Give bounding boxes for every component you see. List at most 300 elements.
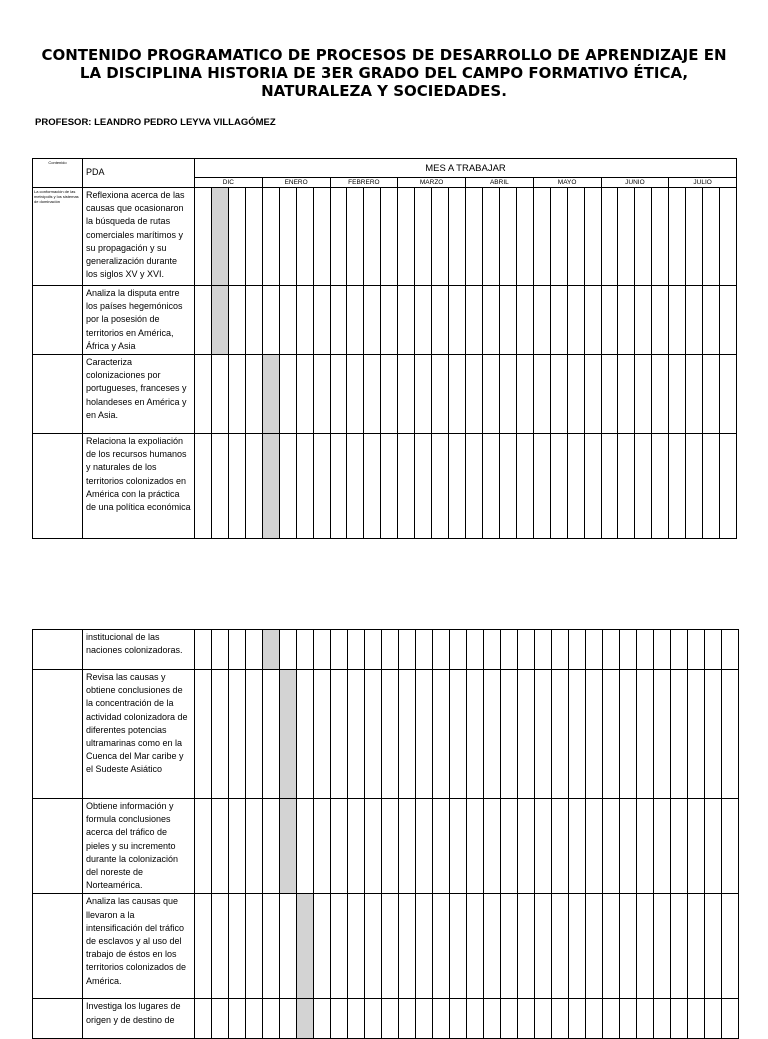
schedule-table-page-2 <box>32 629 739 1039</box>
week-cell <box>330 286 347 355</box>
week-cell <box>720 355 737 434</box>
week-cell <box>518 670 535 799</box>
week-cell <box>297 799 314 894</box>
week-cell <box>195 188 212 286</box>
week-cell <box>720 188 737 286</box>
week-cell <box>195 894 212 999</box>
week-cell <box>720 286 737 355</box>
contenido-cell <box>33 286 83 355</box>
week-cell <box>330 355 347 434</box>
week-cell <box>449 286 466 355</box>
week-cell <box>212 799 229 894</box>
week-cell <box>297 630 314 670</box>
week-cell <box>637 999 654 1039</box>
week-cell <box>195 434 212 539</box>
week-cell <box>533 286 550 355</box>
week-cell <box>635 188 652 286</box>
week-cell <box>450 894 467 999</box>
week-cell <box>603 894 620 999</box>
week-cell <box>567 434 584 539</box>
week-cell <box>688 799 705 894</box>
week-cell <box>688 670 705 799</box>
week-cell <box>499 188 516 286</box>
scheduled-week-cell <box>263 630 280 670</box>
week-cell <box>433 799 450 894</box>
week-cell <box>195 799 212 894</box>
week-cell <box>246 799 263 894</box>
week-cell <box>552 799 569 894</box>
month-header: FEBRERO <box>330 178 398 188</box>
month-header: ABRIL <box>466 178 534 188</box>
week-cell <box>297 670 314 799</box>
week-cell <box>195 670 212 799</box>
month-header: JUNIO <box>601 178 669 188</box>
week-cell <box>550 188 567 286</box>
week-cell <box>652 188 669 286</box>
week-cell <box>313 355 330 434</box>
week-cell <box>228 188 245 286</box>
week-cell <box>195 999 212 1039</box>
week-cell <box>211 355 228 434</box>
month-header: ENERO <box>262 178 330 188</box>
week-cell <box>246 670 263 799</box>
header-contenido: Contenido <box>33 159 83 188</box>
week-cell <box>499 355 516 434</box>
week-cell <box>432 188 449 286</box>
week-cell <box>501 630 518 670</box>
week-cell <box>637 630 654 670</box>
week-cell <box>382 630 399 670</box>
week-cell <box>279 434 296 539</box>
header-mes-a-trabajar: MES A TRABAJAR <box>195 159 737 178</box>
week-cell <box>705 999 722 1039</box>
week-cell <box>637 799 654 894</box>
week-cell <box>567 286 584 355</box>
week-cell <box>331 799 348 894</box>
month-header: JULIO <box>669 178 737 188</box>
week-cell <box>635 434 652 539</box>
scheduled-week-cell <box>211 188 228 286</box>
week-cell <box>212 894 229 999</box>
week-cell <box>331 670 348 799</box>
week-cell <box>501 670 518 799</box>
week-cell <box>703 286 720 355</box>
week-cell <box>550 355 567 434</box>
week-cell <box>518 799 535 894</box>
week-cell <box>535 670 552 799</box>
week-cell <box>416 670 433 799</box>
week-cell <box>518 894 535 999</box>
document-title: CONTENIDO PROGRAMATICO DE PROCESOS DE DESARROLLO DE APRENDIZAJE EN LA DISCIPLINA HISTORIA DE 3ER GRADO DEL CAMPO FORMATIVO ÉTICA, NATURALEZA Y SOCIEDADES. <box>41 46 727 100</box>
pda-row <box>33 799 739 894</box>
week-cell <box>671 799 688 894</box>
pda-cell: Reflexiona acerca de las causas que ocasionaron la búsqueda de rutas comerciales marítimos y su propagación y su generalización durante los siglos XV y XVI. <box>83 188 195 286</box>
week-cell <box>296 188 313 286</box>
week-cell <box>654 670 671 799</box>
week-cell <box>584 188 601 286</box>
week-cell <box>584 355 601 434</box>
week-cell <box>484 630 501 670</box>
week-cell <box>601 434 618 539</box>
week-cell <box>567 355 584 434</box>
week-cell <box>552 670 569 799</box>
week-cell <box>603 799 620 894</box>
week-cell <box>296 434 313 539</box>
header-pda: PDA <box>83 159 195 188</box>
week-cell <box>348 999 365 1039</box>
pda-row <box>33 434 737 539</box>
week-cell <box>229 799 246 894</box>
week-cell <box>516 286 533 355</box>
week-cell <box>399 999 416 1039</box>
week-cell <box>382 894 399 999</box>
week-cell <box>586 894 603 999</box>
week-cell <box>586 630 603 670</box>
contenido-cell <box>33 355 83 434</box>
week-cell <box>618 434 635 539</box>
week-cell <box>669 434 686 539</box>
week-cell <box>466 286 483 355</box>
pda-cell: institucional de las naciones colonizadoras. <box>83 630 195 670</box>
week-cell <box>484 799 501 894</box>
week-cell <box>229 670 246 799</box>
week-cell <box>722 799 739 894</box>
week-cell <box>450 670 467 799</box>
week-cell <box>245 434 262 539</box>
pda-cell: Relaciona la expoliación de los recursos humanos y naturales de los territorios colonizados en América con la práctica de una política económica <box>83 434 195 539</box>
week-cell <box>364 286 381 355</box>
week-cell <box>550 286 567 355</box>
week-cell <box>501 894 518 999</box>
week-cell <box>212 670 229 799</box>
week-cell <box>364 188 381 286</box>
week-cell <box>499 434 516 539</box>
week-cell <box>382 799 399 894</box>
pda-cell: Analiza las causas que llevaron a la intensificación del tráfico de esclavos y al uso del trabajo de éstos en los territorios colonizados de América. <box>83 894 195 999</box>
contenido-cell <box>33 894 83 999</box>
week-cell <box>671 670 688 799</box>
week-cell <box>669 286 686 355</box>
week-cell <box>399 670 416 799</box>
week-cell <box>484 894 501 999</box>
week-cell <box>603 630 620 670</box>
week-cell <box>586 999 603 1039</box>
week-cell <box>382 999 399 1039</box>
scheduled-week-cell <box>211 286 228 355</box>
week-cell <box>618 188 635 286</box>
week-cell <box>365 799 382 894</box>
week-cell <box>432 286 449 355</box>
week-cell <box>347 355 364 434</box>
week-cell <box>720 434 737 539</box>
week-cell <box>229 894 246 999</box>
week-cell <box>263 670 280 799</box>
week-cell <box>331 999 348 1039</box>
week-cell <box>484 999 501 1039</box>
week-cell <box>347 434 364 539</box>
week-cell <box>381 434 398 539</box>
week-cell <box>331 894 348 999</box>
week-cell <box>654 894 671 999</box>
week-cell <box>686 355 703 434</box>
week-cell <box>433 999 450 1039</box>
week-cell <box>398 286 415 355</box>
week-cell <box>279 355 296 434</box>
week-cell <box>348 799 365 894</box>
week-cell <box>432 355 449 434</box>
week-cell <box>601 188 618 286</box>
contenido-cell <box>33 630 83 670</box>
week-cell <box>705 630 722 670</box>
week-cell <box>246 630 263 670</box>
week-cell <box>314 670 331 799</box>
schedule-table-page-1 <box>32 158 737 539</box>
week-cell <box>722 999 739 1039</box>
week-cell <box>620 894 637 999</box>
pda-cell: Investiga los lugares de origen y de destino de <box>83 999 195 1039</box>
month-header: MARZO <box>398 178 466 188</box>
week-cell <box>314 894 331 999</box>
week-cell <box>618 286 635 355</box>
week-cell <box>398 434 415 539</box>
week-cell <box>603 999 620 1039</box>
week-cell <box>482 188 499 286</box>
week-cell <box>466 355 483 434</box>
month-header: DIC <box>195 178 263 188</box>
week-cell <box>601 286 618 355</box>
week-cell <box>671 630 688 670</box>
week-cell <box>398 355 415 434</box>
week-cell <box>331 630 348 670</box>
week-cell <box>535 999 552 1039</box>
week-cell <box>533 188 550 286</box>
week-cell <box>449 355 466 434</box>
week-cell <box>313 286 330 355</box>
week-cell <box>195 286 212 355</box>
week-cell <box>552 894 569 999</box>
week-cell <box>263 799 280 894</box>
week-cell <box>603 670 620 799</box>
pda-row <box>33 286 737 355</box>
week-cell <box>262 188 279 286</box>
week-cell <box>195 630 212 670</box>
pda-row <box>33 999 739 1039</box>
week-cell <box>635 286 652 355</box>
week-cell <box>330 434 347 539</box>
week-cell <box>347 188 364 286</box>
week-cell <box>584 286 601 355</box>
week-cell <box>381 188 398 286</box>
contenido-cell <box>33 434 83 539</box>
week-cell <box>245 286 262 355</box>
week-cell <box>501 999 518 1039</box>
week-cell <box>601 355 618 434</box>
week-cell <box>415 355 432 434</box>
week-cell <box>347 286 364 355</box>
week-cell <box>552 630 569 670</box>
week-cell <box>688 630 705 670</box>
week-cell <box>314 630 331 670</box>
pda-cell: Caracteriza colonizaciones por portugueses, franceses y holandeses en América y en Asia. <box>83 355 195 434</box>
week-cell <box>671 894 688 999</box>
week-cell <box>482 355 499 434</box>
week-cell <box>280 999 297 1039</box>
week-cell <box>263 894 280 999</box>
week-cell <box>399 630 416 670</box>
pda-cell: Analiza la disputa entre los países hegemónicos por la posesión de territorios en América, África y Asia <box>83 286 195 355</box>
week-cell <box>620 799 637 894</box>
week-cell <box>246 999 263 1039</box>
week-cell <box>467 894 484 999</box>
week-cell <box>620 670 637 799</box>
week-cell <box>618 355 635 434</box>
week-cell <box>433 670 450 799</box>
contenido-cell <box>33 799 83 894</box>
week-cell <box>722 630 739 670</box>
week-cell <box>586 670 603 799</box>
week-cell <box>382 670 399 799</box>
week-cell <box>313 188 330 286</box>
week-cell <box>211 434 228 539</box>
week-cell <box>518 630 535 670</box>
scheduled-week-cell <box>262 434 279 539</box>
week-cell <box>449 188 466 286</box>
week-cell <box>654 630 671 670</box>
week-cell <box>415 286 432 355</box>
week-cell <box>229 999 246 1039</box>
teacher-name: PROFESOR: LEANDRO PEDRO LEYVA VILLAGÓMEZ <box>35 117 276 128</box>
week-cell <box>569 894 586 999</box>
week-cell <box>381 286 398 355</box>
week-cell <box>365 894 382 999</box>
week-cell <box>365 670 382 799</box>
week-cell <box>381 355 398 434</box>
week-cell <box>415 434 432 539</box>
week-cell <box>450 799 467 894</box>
week-cell <box>450 630 467 670</box>
week-cell <box>482 286 499 355</box>
week-cell <box>416 894 433 999</box>
week-cell <box>212 630 229 670</box>
week-cell <box>637 894 654 999</box>
scheduled-week-cell <box>280 799 297 894</box>
week-cell <box>450 999 467 1039</box>
week-cell <box>348 670 365 799</box>
week-cell <box>314 799 331 894</box>
week-cell <box>279 188 296 286</box>
week-cell <box>722 894 739 999</box>
contenido-cell <box>33 670 83 799</box>
week-cell <box>399 894 416 999</box>
week-cell <box>229 630 246 670</box>
week-cell <box>433 894 450 999</box>
week-cell <box>652 355 669 434</box>
week-cell <box>705 670 722 799</box>
week-cell <box>262 286 279 355</box>
week-cell <box>501 799 518 894</box>
pda-row <box>33 188 737 286</box>
week-cell <box>533 434 550 539</box>
week-cell <box>348 630 365 670</box>
week-cell <box>467 799 484 894</box>
week-cell <box>688 894 705 999</box>
week-cell <box>279 286 296 355</box>
week-cell <box>686 188 703 286</box>
week-cell <box>449 434 466 539</box>
week-cell <box>567 188 584 286</box>
week-cell <box>228 286 245 355</box>
week-cell <box>415 188 432 286</box>
pda-row <box>33 670 739 799</box>
week-cell <box>499 286 516 355</box>
week-cell <box>416 630 433 670</box>
week-cell <box>467 999 484 1039</box>
week-cell <box>399 799 416 894</box>
week-cell <box>569 999 586 1039</box>
week-cell <box>364 434 381 539</box>
week-cell <box>228 355 245 434</box>
week-cell <box>348 894 365 999</box>
week-cell <box>569 630 586 670</box>
week-cell <box>620 999 637 1039</box>
month-header: MAYO <box>533 178 601 188</box>
week-cell <box>280 630 297 670</box>
contenido-cell <box>33 999 83 1039</box>
week-cell <box>296 355 313 434</box>
week-cell <box>535 894 552 999</box>
week-cell <box>364 355 381 434</box>
week-cell <box>195 355 212 434</box>
week-cell <box>654 799 671 894</box>
week-cell <box>296 286 313 355</box>
week-cell <box>533 355 550 434</box>
week-cell <box>246 894 263 999</box>
week-cell <box>433 630 450 670</box>
week-cell <box>703 355 720 434</box>
contenido-cell: La conformación de las metrópolis y los sistemas de dominación <box>33 188 83 286</box>
week-cell <box>467 630 484 670</box>
week-cell <box>722 670 739 799</box>
week-cell <box>671 999 688 1039</box>
week-cell <box>330 188 347 286</box>
week-cell <box>518 999 535 1039</box>
pda-row <box>33 894 739 999</box>
week-cell <box>466 434 483 539</box>
week-cell <box>654 999 671 1039</box>
week-cell <box>669 355 686 434</box>
week-cell <box>535 630 552 670</box>
week-cell <box>552 999 569 1039</box>
week-cell <box>620 630 637 670</box>
week-cell <box>705 799 722 894</box>
week-cell <box>686 286 703 355</box>
week-cell <box>398 188 415 286</box>
week-cell <box>586 799 603 894</box>
week-cell <box>228 434 245 539</box>
week-cell <box>652 434 669 539</box>
table-header-row <box>33 159 737 178</box>
pda-cell: Obtiene información y formula conclusiones acerca del tráfico de pieles y su incremento durante la colonización del noreste de Norteamérica. <box>83 799 195 894</box>
week-cell <box>212 999 229 1039</box>
scheduled-week-cell <box>280 670 297 799</box>
week-cell <box>703 188 720 286</box>
pda-row <box>33 630 739 670</box>
week-cell <box>482 434 499 539</box>
week-cell <box>263 999 280 1039</box>
week-cell <box>365 630 382 670</box>
week-cell <box>484 670 501 799</box>
pda-cell: Revisa las causas y obtiene conclusiones de la concentración de la actividad colonizadora de diferentes potencias ultramarinas como en la Cuenca del Mar caribe y el Sudeste Asiático <box>83 670 195 799</box>
